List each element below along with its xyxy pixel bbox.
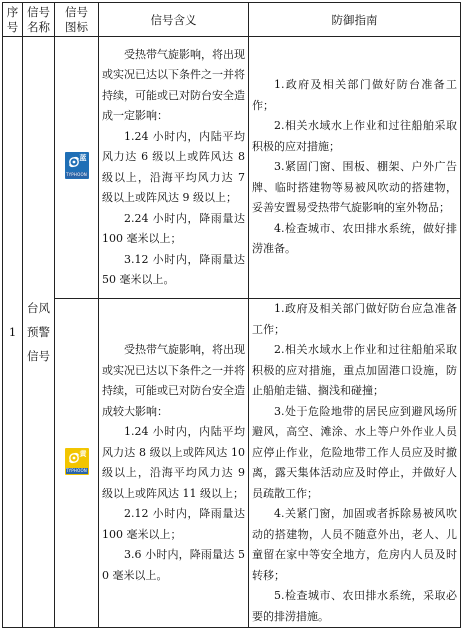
icon-band xyxy=(66,153,88,172)
guide-paragraph: 4.关紧门窗，加固或者拆除易被风吹动的搭建物，人员不随意外出，老人、儿童留在家中等安全地方，危房内人员及时转移； xyxy=(252,507,457,582)
blue-icon-cell xyxy=(55,37,99,299)
header-signal-meaning: 信号含义 xyxy=(99,3,249,37)
meaning-paragraph: 3.12 小时内，降雨量达 50 毫米以上。 xyxy=(102,252,245,286)
meaning-paragraph: 2.24 小时内，降雨量达 100 毫米以上； xyxy=(102,211,245,245)
guide-paragraph: 4.检查城市、农田排水系统，做好排涝准备。 xyxy=(252,221,457,256)
level-mark: 蓝 xyxy=(79,154,87,162)
signal-row-yellow xyxy=(3,299,461,628)
meaning-paragraph: 受热带气旋影响，将出现或实况已达以下条件之一并将持续，可能或已对防台安全造成一定影响： xyxy=(102,47,245,122)
meaning-paragraph: 受热带气旋影响，将出现或实况已达以下条件之一并将持续，可能或已对防台安全造成较大影响： xyxy=(102,343,245,418)
blue-signal-meaning xyxy=(99,37,249,299)
header-index: 序 号 xyxy=(3,3,23,37)
signal-name: 台风 预警 信号 xyxy=(23,37,55,628)
guide-paragraph: 2.相关水域水上作业和过往船舶采取积极的应对措施； xyxy=(252,119,457,153)
guide-paragraph: 1.政府及相关部门做好防台应急准备工作； xyxy=(252,302,457,336)
typhoon-blue-signal-icon xyxy=(65,152,89,179)
level-mark: 黄 xyxy=(79,449,87,458)
meaning-paragraph: 1.24 小时内，内陆平均风力达 6 级以上或阵风达 8 级以上，沿海平均风力达 7 级以上或阵风达 9 级以上； xyxy=(102,129,245,204)
meaning-paragraph: 1.24 小时内，内陆平均风力达 8 级以上或阵风达 10 级以上，沿海平均风力达 9 级以上或阵风达 11 级以上； xyxy=(102,425,245,500)
header-signal-icon: 信号 图标 xyxy=(55,3,99,37)
header-defense-guide: 防御指南 xyxy=(249,3,461,37)
icon-label: TYPHOON xyxy=(66,467,87,473)
typhoon-warning-table xyxy=(2,2,461,628)
meaning-paragraph: 2.12 小时内，降雨量达 100 毫米以上； xyxy=(102,507,245,541)
signal-row-blue xyxy=(3,37,461,299)
guide-paragraph: 5.检查城市、农田排水系统，采取必要的排涝措施。 xyxy=(252,589,457,623)
header-row xyxy=(3,3,461,37)
meaning-paragraph: 3.6 小时内，降雨量达 50 毫米以上。 xyxy=(102,548,245,582)
swirl-icon xyxy=(68,156,80,168)
guide-paragraph: 3.处于危险地带的居民应到避风场所避风，高空、滩涂、水上等户外作业人员应停止作业，危险地带工作人员应及时撤离，露天集体活动应及时停止，并做好人员疏散工作； xyxy=(252,404,457,500)
yellow-icon-cell xyxy=(55,299,99,628)
guide-paragraph: 3.紧固门窗、围板、棚架、户外广告牌、临时搭建物等易被风吹动的搭建物，妥善安置易受热带气旋影响的室外物品； xyxy=(252,160,457,215)
icon-label: TYPHOON xyxy=(66,172,87,177)
header-signal-name: 信号 名称 xyxy=(23,3,55,37)
yellow-signal-meaning xyxy=(99,299,249,628)
blue-defense-guide xyxy=(249,37,461,299)
icon-band xyxy=(66,449,88,468)
row-index: 1 xyxy=(3,37,23,628)
yellow-defense-guide xyxy=(249,299,461,628)
guide-paragraph: 1.政府及相关部门做好防台准备工作； xyxy=(252,78,457,112)
guide-paragraph: 2.相关水域水上作业和过往船舶采取积极的应对措施，重点加固港口设施，防止船舶走锚、搁浅和碰撞； xyxy=(252,343,457,397)
typhoon-yellow-signal-icon xyxy=(65,448,89,475)
swirl-icon xyxy=(68,452,80,464)
